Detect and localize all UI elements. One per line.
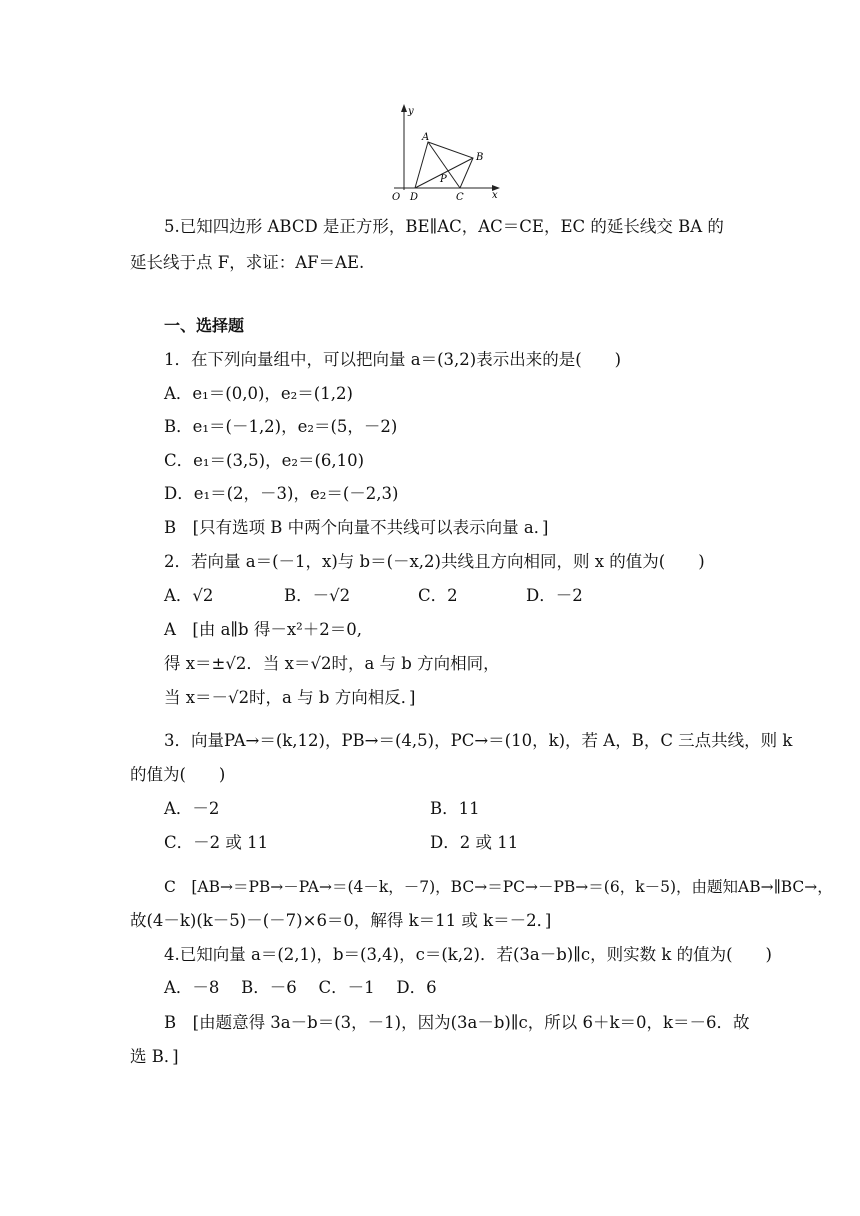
q4-answer-line2: 选 B．]: [130, 1047, 179, 1066]
q3-option-a: A．－2: [164, 799, 220, 818]
label-x: x: [492, 190, 498, 201]
section-title: 一、选择题: [164, 316, 245, 335]
label-O: O: [392, 192, 401, 203]
q2-answer-line2: 得 x＝±√2．当 x＝√2时，a 与 b 方向相同，: [164, 654, 500, 673]
label-B: B: [476, 152, 484, 163]
q4-options: A．－8 B．－6 C．－1 D．6: [164, 978, 437, 997]
q3-answer-line1: C [AB→＝PB→－PA→＝(4－k，－7)，BC→＝PC→－PB→＝(6，k－5)，由题知AB→∥BC→，: [164, 878, 833, 896]
label-C: C: [456, 192, 464, 203]
q1-option-a: A．e₁＝(0,0)，e₂＝(1,2): [164, 384, 353, 403]
problem5-line2: 延长线于点 F，求证：AF＝AE.: [130, 253, 365, 272]
q4-answer-line1: B [由题意得 3a－b＝(3，－1)，因为(3a－b)∥c，所以 6＋k＝0，k＝－6．故: [164, 1013, 750, 1032]
problem5-line1: 5.已知四边形 ABCD 是正方形，BE∥AC，AC＝CE，EC 的延长线交 BA 的: [164, 217, 724, 236]
q2-answer-line3: 当 x＝－√2时，a 与 b 方向相反．]: [164, 688, 416, 707]
q3-option-d: D．2 或 11: [430, 833, 519, 852]
q1-stem: 1．在下列向量组中，可以把向量 a＝(3,2)表示出来的是( ): [164, 350, 622, 369]
q4-stem: 4.已知向量 a＝(2,1)，b＝(3,4)，c＝(k,2)．若(3a－b)∥c，则实数 k 的值为( ): [164, 945, 772, 964]
y-axis-arrow: [401, 104, 407, 112]
q2-option-d: D．－2: [526, 586, 583, 605]
label-P: P: [440, 174, 447, 185]
q1-option-d: D．e₁＝(2，－3)，e₂＝(－2,3): [164, 484, 399, 503]
label-A: A: [422, 132, 430, 143]
q2-stem: 2．若向量 a＝(－1，x)与 b＝(－x,2)共线且方向相同，则 x 的值为( ): [164, 552, 705, 571]
q1-answer: B [只有选项 B 中两个向量不共线可以表示向量 a．]: [164, 518, 549, 537]
q3-stem-line1: 3．向量PA→＝(k,12)，PB→＝(4,5)，PC→＝(10，k)，若 A，B，C 三点共线，则 k: [164, 731, 793, 750]
q3-stem-line2: 的值为( ): [130, 765, 226, 784]
geometry-figure: [388, 100, 508, 204]
q3-answer-line2: 故(4－k)(k－5)－(－7)×6＝0，解得 k＝11 或 k＝－2．]: [130, 911, 552, 930]
q1-option-b: B．e₁＝(－1,2)，e₂＝(5，－2): [164, 417, 398, 436]
q2-option-b: B．－√2: [284, 586, 351, 605]
q3-option-b: B．11: [430, 799, 480, 818]
q2-option-c: C．2: [418, 586, 458, 605]
q2-option-a: A．√2: [164, 586, 214, 605]
q2-answer-line1: A [由 a∥b 得－x²＋2＝0,: [164, 620, 363, 639]
q3-option-c: C．－2 或 11: [164, 833, 269, 852]
q1-option-c: C．e₁＝(3,5)，e₂＝(6,10): [164, 451, 365, 470]
label-y: y: [408, 106, 414, 117]
label-D: D: [410, 192, 419, 203]
